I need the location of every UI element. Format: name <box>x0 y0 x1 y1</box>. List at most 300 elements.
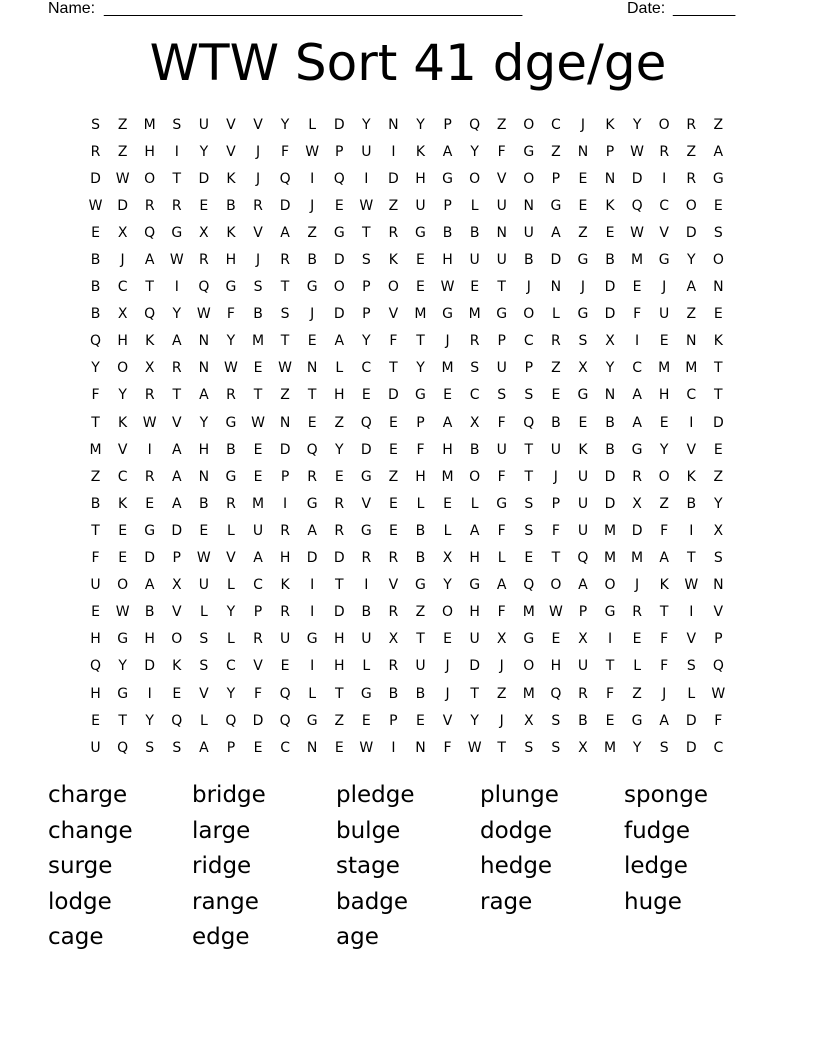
grid-letter: T <box>416 631 425 648</box>
grid-letter: S <box>524 522 534 539</box>
grid-letter: F <box>714 712 723 729</box>
grid-letter: K <box>686 468 696 485</box>
grid-letter: B <box>90 279 101 296</box>
grid-letter: G <box>415 387 426 404</box>
grid-letter: B <box>415 685 426 702</box>
grid-letter: A <box>334 333 345 350</box>
grid-letter: Q <box>279 712 291 729</box>
grid-letter: U <box>577 468 589 485</box>
grid-letter: I <box>662 170 667 187</box>
grid-letter: G <box>550 197 562 214</box>
grid-letter: T <box>91 414 100 431</box>
grid-letter: R <box>307 468 318 485</box>
grid-letter: I <box>310 577 315 594</box>
grid-letter: H <box>90 685 101 702</box>
grid-row <box>82 111 732 138</box>
grid-letter: E <box>145 495 155 512</box>
grid-letter: W <box>467 739 482 756</box>
grid-letter: T <box>714 360 723 377</box>
grid-letter: X <box>578 631 588 648</box>
grid-letter: D <box>333 252 345 269</box>
grid-letter: L <box>308 116 317 133</box>
grid-letter: D <box>712 414 724 431</box>
grid-letter: D <box>333 306 345 323</box>
grid-letter: Z <box>551 360 561 377</box>
grid-letter: T <box>524 441 534 458</box>
grid-letter: K <box>145 333 155 350</box>
grid-letter: F <box>91 387 100 404</box>
grid-letter: R <box>388 550 399 567</box>
grid-letter: T <box>172 387 182 404</box>
grid-letter: Y <box>605 360 615 377</box>
word-list-item: badge <box>336 888 409 915</box>
grid-letter: J <box>662 279 667 296</box>
grid-letter: A <box>632 414 642 431</box>
grid-letter: X <box>523 712 534 729</box>
worksheet-header <box>48 0 748 20</box>
grid-letter: K <box>118 495 128 512</box>
grid-letter: U <box>523 224 534 241</box>
grid-letter: S <box>524 495 534 512</box>
grid-letter: I <box>310 170 315 187</box>
grid-letter: X <box>713 522 724 539</box>
grid-row <box>82 653 732 680</box>
grid-letter: W <box>196 550 211 567</box>
grid-letter: E <box>361 712 371 729</box>
grid-letter: M <box>251 495 265 512</box>
grid-letter: R <box>226 387 236 404</box>
grid-letter: R <box>171 197 182 214</box>
grid-letter: T <box>686 550 696 567</box>
grid-letter: K <box>713 333 723 350</box>
grid-letter: T <box>659 604 669 621</box>
grid-letter: K <box>659 577 669 594</box>
grid-letter: R <box>144 197 155 214</box>
grid-letter: R <box>226 495 236 512</box>
grid-letter: D <box>117 197 128 214</box>
grid-letter: G <box>577 306 589 323</box>
grid-letter: G <box>225 468 237 485</box>
grid-letter: H <box>117 333 128 350</box>
grid-letter: T <box>470 685 479 702</box>
grid-letter: M <box>522 685 535 702</box>
grid-letter: H <box>469 550 480 567</box>
grid-letter: A <box>171 333 182 350</box>
grid-letter: R <box>171 360 182 377</box>
grid-letter: D <box>469 658 481 675</box>
grid-letter: U <box>198 116 209 133</box>
grid-row <box>82 409 732 436</box>
grid-letter: F <box>226 306 235 323</box>
grid-letter: G <box>415 224 426 241</box>
grid-letter: U <box>496 360 507 377</box>
grid-letter: X <box>144 360 155 377</box>
grid-letter: Q <box>550 685 562 702</box>
grid-letter: I <box>174 143 179 160</box>
grid-letter: X <box>578 360 588 377</box>
grid-letter: O <box>469 468 481 485</box>
grid-letter: R <box>198 252 209 269</box>
grid-letter: L <box>687 685 696 702</box>
grid-letter: E <box>199 522 209 539</box>
grid-letter: W <box>115 604 130 621</box>
grid-letter: A <box>686 279 697 296</box>
grid-letter: Y <box>470 712 479 729</box>
grid-letter: L <box>470 197 479 214</box>
grid-letter: G <box>415 577 426 594</box>
grid-letter: R <box>632 468 642 485</box>
grid-letter: E <box>172 685 182 702</box>
grid-letter: P <box>524 360 534 377</box>
grid-letter: Q <box>360 414 372 431</box>
grid-letter: J <box>580 279 586 296</box>
grid-letter: Y <box>416 360 425 377</box>
grid-letter: L <box>335 360 344 377</box>
word-list-item: range <box>192 888 259 915</box>
grid-letter: V <box>253 224 263 241</box>
grid-letter: M <box>685 360 698 377</box>
grid-letter: J <box>445 333 450 350</box>
grid-letter: J <box>255 143 261 160</box>
grid-letter: C <box>253 577 263 594</box>
grid-letter: X <box>171 577 182 594</box>
grid-letter: Y <box>632 739 642 756</box>
name-blank-line: _______________________________________________ <box>104 0 523 17</box>
grid-letter: N <box>523 197 535 214</box>
grid-letter: I <box>391 143 396 160</box>
grid-letter: N <box>198 360 210 377</box>
grid-letter: G <box>658 252 670 269</box>
grid-letter: B <box>226 197 236 214</box>
grid-letter: T <box>118 712 127 729</box>
grid-row <box>82 545 732 572</box>
grid-letter: P <box>172 550 181 567</box>
grid-letter: F <box>660 631 669 648</box>
grid-row <box>82 626 732 653</box>
grid-letter: J <box>526 279 531 296</box>
grid-letter: H <box>333 658 345 675</box>
grid-letter: V <box>686 441 697 458</box>
grid-letter: Q <box>225 712 237 729</box>
grid-letter: Q <box>469 116 481 133</box>
grid-letter: G <box>306 279 318 296</box>
grid-letter: I <box>391 739 396 756</box>
grid-letter: L <box>227 577 235 594</box>
grid-letter: G <box>306 631 318 648</box>
grid-letter: V <box>226 116 236 133</box>
grid-letter: I <box>174 279 179 296</box>
grid-letter: M <box>603 550 617 567</box>
grid-letter: Y <box>172 306 182 323</box>
grid-letter: P <box>551 495 561 512</box>
grid-row <box>82 463 732 490</box>
grid-letter: Z <box>713 468 724 485</box>
grid-letter: H <box>198 441 210 458</box>
grid-letter: Y <box>334 441 344 458</box>
grid-letter: E <box>280 658 290 675</box>
grid-letter: F <box>605 685 615 702</box>
grid-letter: W <box>278 360 292 377</box>
grid-letter: T <box>307 387 317 404</box>
grid-letter: S <box>470 360 480 377</box>
grid-letter: R <box>253 197 263 214</box>
grid-letter: W <box>142 414 157 431</box>
grid-letter: F <box>497 468 506 485</box>
grid-letter: B <box>523 252 534 269</box>
grid-letter: E <box>659 414 669 431</box>
grid-letter: F <box>443 739 452 756</box>
grid-letter: H <box>442 441 453 458</box>
grid-letter: R <box>253 631 263 648</box>
grid-letter: P <box>443 197 452 214</box>
grid-letter: G <box>496 495 508 512</box>
word-list-item: fudge <box>624 817 691 844</box>
grid-letter: Y <box>470 143 479 160</box>
grid-letter: E <box>578 170 588 187</box>
grid-letter: W <box>169 252 184 269</box>
grid-letter: X <box>388 631 399 648</box>
grid-letter: N <box>550 279 562 296</box>
grid-letter: P <box>578 604 588 621</box>
grid-letter: F <box>660 658 669 675</box>
grid-letter: C <box>632 360 642 377</box>
grid-letter: A <box>199 387 209 404</box>
grid-letter: U <box>577 658 589 675</box>
grid-letter: N <box>604 387 616 404</box>
grid-letter: H <box>225 252 237 269</box>
grid-letter: A <box>659 712 669 729</box>
grid-letter: S <box>253 279 263 296</box>
grid-letter: E <box>578 414 588 431</box>
grid-letter: D <box>333 604 345 621</box>
grid-letter: U <box>361 631 372 648</box>
grid-letter: X <box>199 224 209 241</box>
grid-letter: T <box>362 224 371 241</box>
word-list-item: plunge <box>480 782 559 808</box>
grid-letter: U <box>90 577 101 594</box>
grid-letter: S <box>551 739 561 756</box>
grid-letter: E <box>388 522 398 539</box>
grid-letter: S <box>686 658 696 675</box>
grid-letter: R <box>632 604 642 621</box>
grid-letter: J <box>310 306 315 323</box>
grid-letter: P <box>389 712 398 729</box>
grid-letter: A <box>578 577 588 594</box>
grid-letter: A <box>144 577 155 594</box>
grid-letter: Z <box>632 685 642 702</box>
grid-letter: G <box>712 170 724 187</box>
grid-letter: M <box>441 468 454 485</box>
grid-letter: L <box>443 522 452 539</box>
grid-letter: Y <box>91 360 100 377</box>
grid-letter: Z <box>551 143 561 160</box>
grid-letter: B <box>144 604 155 621</box>
grid-letter: D <box>144 550 156 567</box>
grid-letter: U <box>496 441 507 458</box>
grid-letter: A <box>144 252 155 269</box>
grid-letter: W <box>88 197 103 214</box>
grid-letter: W <box>359 739 374 756</box>
grid-letter: E <box>307 333 317 350</box>
grid-letter: U <box>469 252 480 269</box>
grid-letter: A <box>469 522 480 539</box>
grid-letter: Y <box>199 143 209 160</box>
grid-letter: E <box>334 197 344 214</box>
grid-letter: O <box>523 170 535 187</box>
grid-letter: Z <box>659 495 669 512</box>
grid-letter: W <box>684 577 699 594</box>
grid-letter: M <box>631 252 644 269</box>
grid-letter: G <box>333 224 345 241</box>
grid-letter: H <box>144 631 155 648</box>
grid-letter: C <box>550 116 561 133</box>
grid-letter: E <box>632 631 642 648</box>
word-list-item: huge <box>624 888 682 915</box>
grid-letter: U <box>361 143 372 160</box>
grid-letter: O <box>144 170 156 187</box>
grid-letter: G <box>225 279 237 296</box>
grid-letter: V <box>442 712 453 729</box>
grid-letter: U <box>415 197 426 214</box>
grid-letter: I <box>364 170 369 187</box>
grid-letter: O <box>469 170 481 187</box>
word-list-item: hedge <box>480 853 553 880</box>
grid-letter: Y <box>145 712 154 729</box>
grid-letter: W <box>359 197 374 214</box>
word-list-item: surge <box>48 853 113 880</box>
grid-letter: H <box>658 387 670 404</box>
grid-letter: B <box>686 495 697 512</box>
grid-letter: B <box>605 441 615 458</box>
grid-letter: V <box>686 631 697 648</box>
word-list-item: rage <box>480 888 533 915</box>
grid-letter: T <box>497 279 506 296</box>
grid-letter: R <box>144 468 155 485</box>
grid-letter: S <box>578 333 588 350</box>
grid-row <box>82 599 732 626</box>
grid-letter: U <box>496 197 507 214</box>
grid-letter: T <box>91 522 100 539</box>
grid-letter: E <box>388 495 398 512</box>
grid-letter: R <box>659 143 670 160</box>
grid-letter: F <box>91 550 100 567</box>
grid-letter: W <box>305 143 320 160</box>
grid-letter: R <box>144 387 155 404</box>
grid-letter: I <box>689 604 694 621</box>
grid-letter: B <box>253 306 263 323</box>
grid-letter: W <box>711 685 726 702</box>
grid-letter: E <box>334 739 344 756</box>
grid-letter: Q <box>171 712 183 729</box>
grid-letter: H <box>415 468 426 485</box>
grid-letter: U <box>279 631 291 648</box>
grid-letter: V <box>171 604 182 621</box>
grid-row <box>82 517 732 544</box>
grid-letter: G <box>442 170 453 187</box>
grid-letter: P <box>551 170 561 187</box>
grid-letter: E <box>605 224 615 241</box>
grid-letter: V <box>253 658 263 675</box>
grid-letter: Q <box>523 577 535 594</box>
grid-letter: G <box>604 604 616 621</box>
grid-letter: E <box>524 550 534 567</box>
grid-letter: G <box>577 387 589 404</box>
grid-letter: H <box>333 387 345 404</box>
grid-letter: E <box>443 631 452 648</box>
grid-letter: G <box>360 468 372 485</box>
grid-letter: V <box>713 604 724 621</box>
grid-letter: S <box>172 739 182 756</box>
grid-letter: T <box>524 468 534 485</box>
grid-letter: G <box>225 414 237 431</box>
grid-letter: D <box>388 170 399 187</box>
grid-letter: W <box>196 306 211 323</box>
grid-letter: F <box>389 333 398 350</box>
grid-letter: P <box>362 306 371 323</box>
grid-letter: Y <box>443 577 452 594</box>
grid-letter: L <box>199 604 208 621</box>
grid-letter: Q <box>279 685 291 702</box>
word-list-item: stage <box>336 853 400 880</box>
grid-letter: Y <box>280 116 290 133</box>
grid-letter: G <box>144 522 156 539</box>
grid-letter: I <box>147 441 152 458</box>
grid-letter: S <box>361 252 371 269</box>
grid-row <box>82 328 732 355</box>
grid-letter: N <box>306 360 318 377</box>
word-list-item: age <box>336 924 379 951</box>
grid-letter: T <box>280 333 290 350</box>
word-list-item: edge <box>192 924 250 951</box>
grid-letter: O <box>442 604 454 621</box>
grid-letter: H <box>279 550 291 567</box>
grid-letter: G <box>306 712 318 729</box>
grid-row <box>82 436 732 463</box>
grid-letter: Q <box>144 306 156 323</box>
grid-letter: Q <box>90 333 102 350</box>
grid-letter: E <box>253 739 263 756</box>
grid-letter: S <box>713 550 723 567</box>
grid-letter: E <box>659 333 669 350</box>
word-list-item: ledge <box>624 853 688 880</box>
grid-letter: P <box>497 333 506 350</box>
grid-letter: C <box>361 360 372 377</box>
grid-letter: V <box>361 495 372 512</box>
grid-letter: X <box>605 333 615 350</box>
grid-letter: D <box>604 468 616 485</box>
grid-letter: J <box>255 170 261 187</box>
grid-letter: E <box>388 414 398 431</box>
grid-letter: C <box>469 387 480 404</box>
word-list <box>48 778 788 956</box>
grid-letter: J <box>662 685 667 702</box>
grid-letter: K <box>415 143 426 160</box>
grid-letter: O <box>117 360 129 377</box>
grid-row <box>82 490 732 517</box>
grid-letter: T <box>334 577 344 594</box>
grid-letter: X <box>496 631 507 648</box>
grid-letter: W <box>630 224 645 241</box>
grid-letter: B <box>605 414 615 431</box>
grid-letter: B <box>469 224 480 241</box>
grid-letter: S <box>713 224 723 241</box>
grid-letter: Q <box>279 170 291 187</box>
grid-letter: Z <box>388 468 399 485</box>
grid-letter: E <box>118 550 128 567</box>
grid-letter: D <box>279 197 291 214</box>
grid-letter: A <box>632 387 642 404</box>
grid-letter: W <box>630 143 645 160</box>
